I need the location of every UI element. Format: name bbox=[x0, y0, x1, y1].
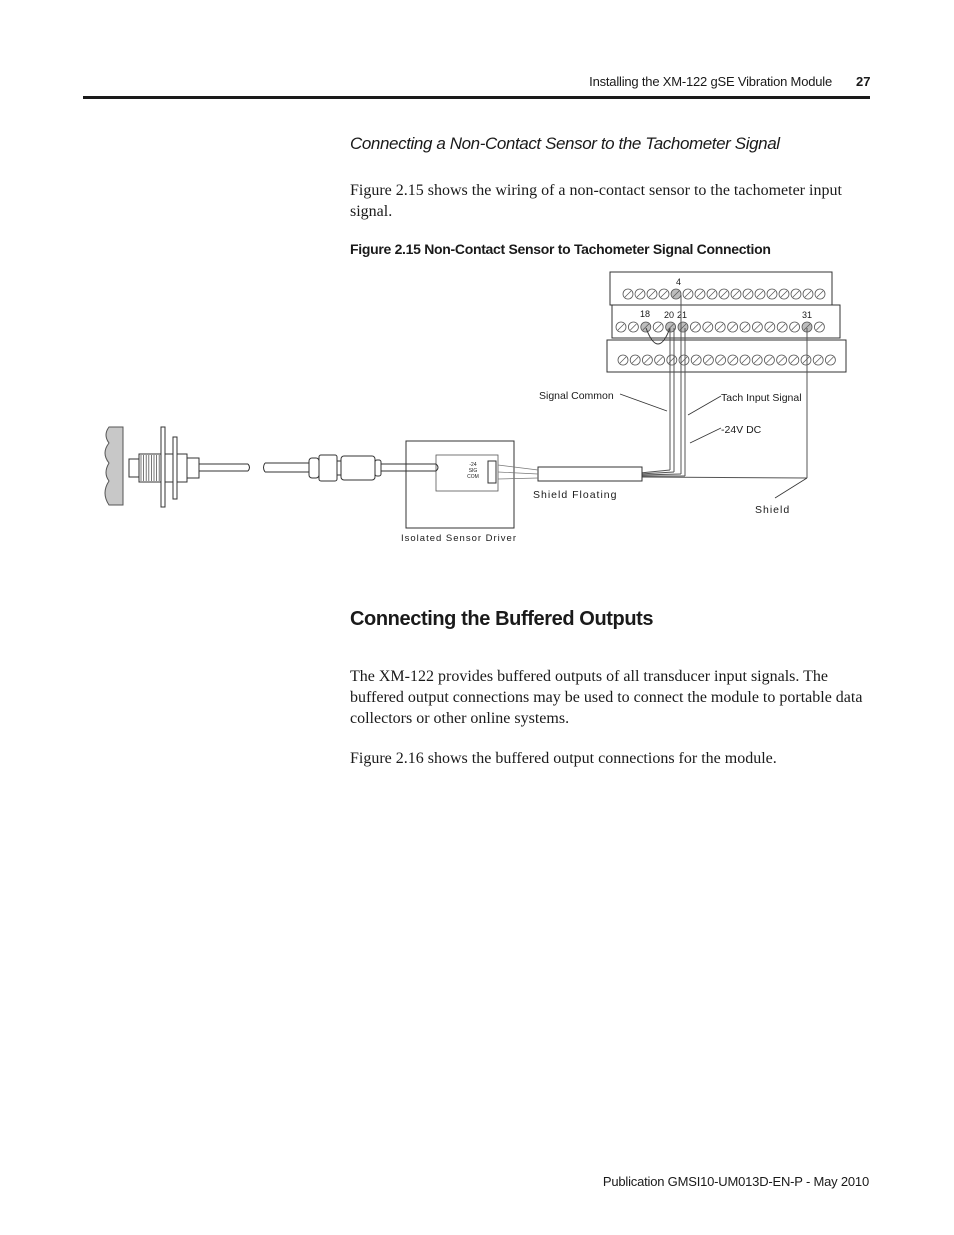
label-isolated-driver: Isolated Sensor Driver bbox=[401, 533, 517, 544]
page-number: 27 bbox=[856, 74, 871, 89]
cable-connector bbox=[309, 455, 381, 481]
label-tach-input: Tach Input Signal bbox=[721, 392, 802, 404]
terminal-label-4: 4 bbox=[676, 277, 682, 287]
driver-term-sig: SIG bbox=[468, 468, 478, 474]
screw-row-bottom bbox=[618, 355, 835, 365]
wiring-diagram bbox=[95, 265, 855, 555]
driver-term-minus24: -24 bbox=[469, 462, 477, 468]
terminal-label-21: 21 bbox=[677, 310, 688, 320]
header-rule bbox=[83, 96, 870, 99]
terminal-strip-top bbox=[610, 272, 832, 305]
terminal-label-31: 31 bbox=[802, 310, 813, 320]
probe-cable bbox=[199, 463, 309, 472]
running-header: Installing the XM-122 gSE Vibration Module bbox=[589, 74, 832, 89]
label-minus-24v: -24V DC bbox=[721, 424, 762, 436]
proximity-probe bbox=[129, 427, 199, 507]
leader-lines bbox=[620, 394, 807, 498]
terminal-label-18: 18 bbox=[640, 309, 651, 319]
cable-jacket bbox=[538, 467, 642, 481]
figure-caption: Figure 2.15 Non-Contact Sensor to Tachometer Signal Connection bbox=[350, 241, 771, 257]
publication-footer: Publication GMSI10-UM013D-EN-P - May 2010 bbox=[602, 1174, 869, 1189]
screw-row-top bbox=[623, 289, 825, 299]
machine-surface bbox=[105, 427, 123, 505]
section-paragraph-2: Figure 2.16 shows the buffered output connections for the module. bbox=[350, 750, 777, 767]
subsection-paragraph: Figure 2.15 shows the wiring of a non-contact sensor to the tachometer input signal. bbox=[350, 182, 842, 220]
subsection-title: Connecting a Non-Contact Sensor to the Tachometer Signal bbox=[350, 134, 780, 153]
label-shield-floating: Shield Floating bbox=[533, 489, 618, 501]
terminal-label-20: 20 bbox=[664, 310, 675, 320]
label-signal-common: Signal Common bbox=[539, 390, 614, 402]
section-paragraph-1: The XM-122 provides buffered outputs of all transducer input signals. The buffered output connections may be used to connect the module to portable data collectors or other online systems. bbox=[350, 668, 863, 727]
section-title: Connecting the Buffered Outputs bbox=[350, 608, 654, 630]
isolated-sensor-driver bbox=[406, 441, 538, 528]
label-shield: Shield bbox=[755, 504, 791, 516]
terminal-strip-bottom bbox=[607, 340, 846, 372]
driver-term-com: COM bbox=[467, 474, 479, 480]
